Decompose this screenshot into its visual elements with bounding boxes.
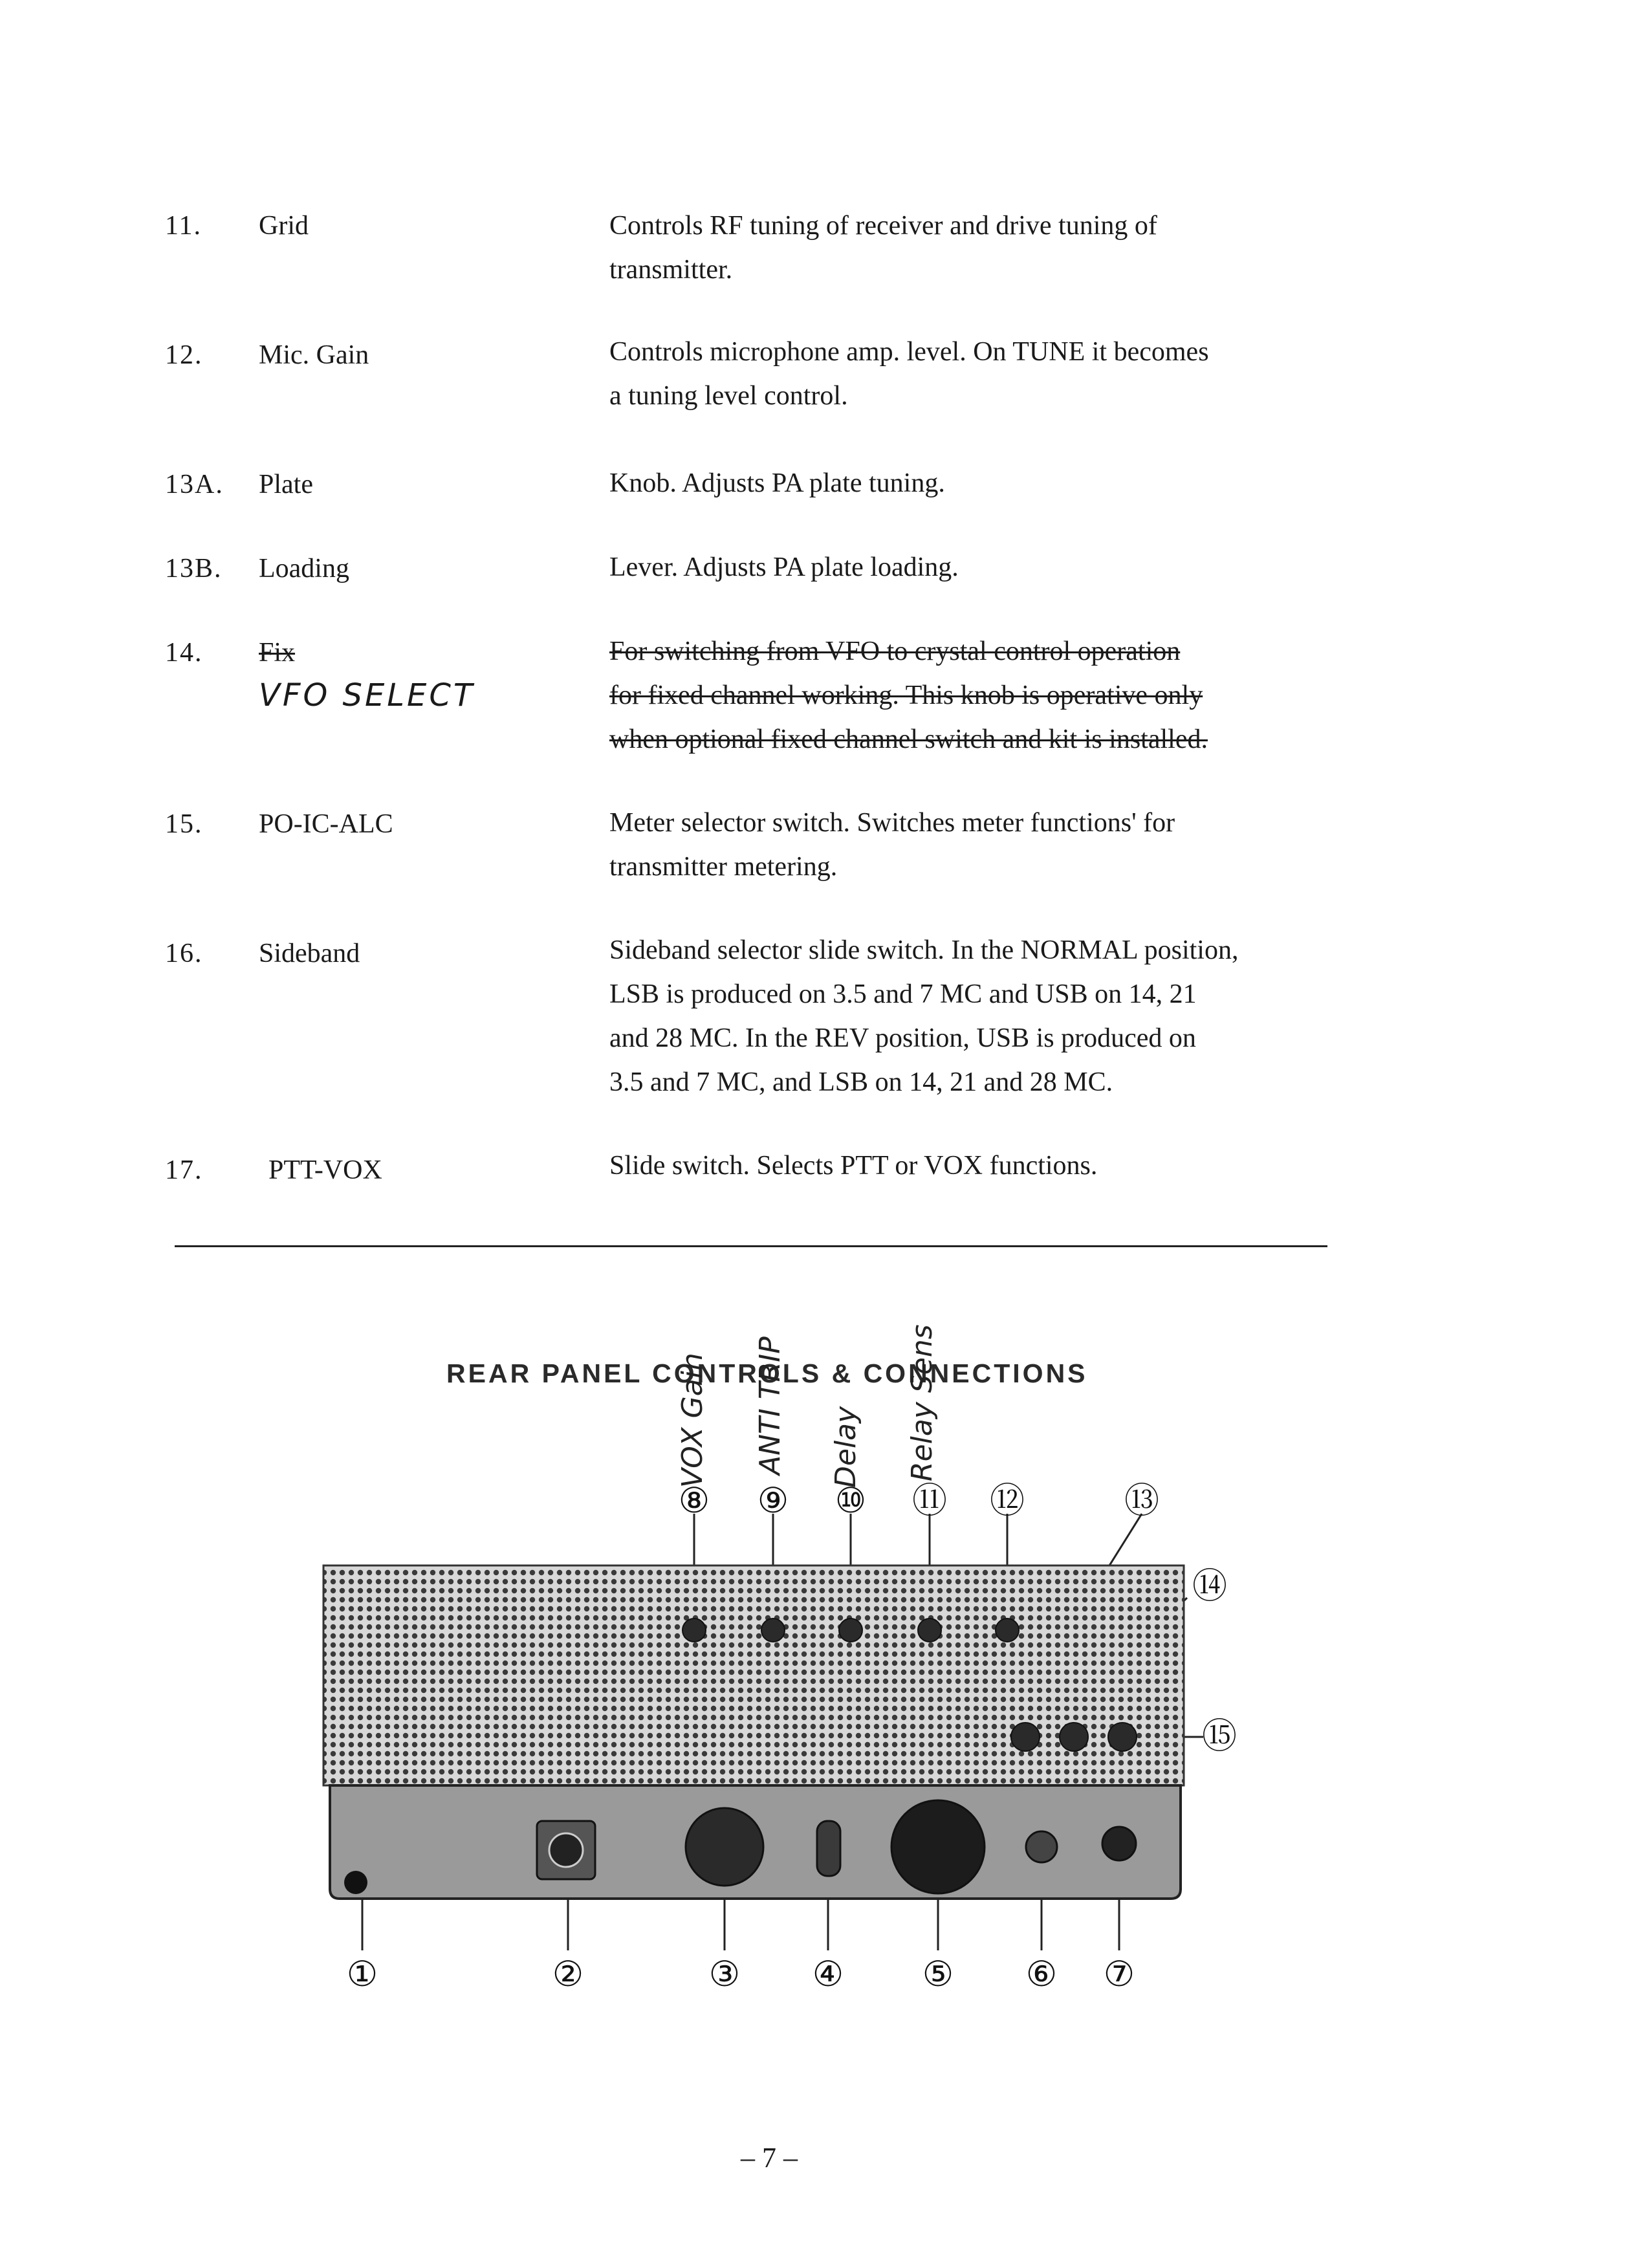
item-description bbox=[609, 545, 1321, 589]
callout-2: ② bbox=[552, 1954, 584, 1994]
item-number: 16. bbox=[165, 939, 203, 968]
item-name: Grid bbox=[259, 211, 309, 241]
item-number: 11. bbox=[165, 211, 202, 241]
item-description bbox=[609, 801, 1321, 889]
item-number: 15. bbox=[165, 809, 203, 839]
callout-10: ⑩ bbox=[834, 1480, 867, 1521]
description-line: Lever. Adjusts PA plate loading. bbox=[609, 552, 959, 582]
callout-3: ③ bbox=[708, 1954, 741, 1994]
perforated-cover bbox=[323, 1565, 1184, 1785]
item-description-struck bbox=[609, 629, 1321, 761]
item-name: Loading bbox=[259, 554, 349, 583]
handwritten-name: VFO SELECT bbox=[259, 677, 475, 714]
item-name: PO-IC-ALC bbox=[259, 809, 393, 839]
description-line: a tuning level control. bbox=[609, 381, 848, 411]
callout-5: ⑤ bbox=[922, 1954, 954, 1994]
annotation-relay-sens: Relay Sens bbox=[906, 1324, 939, 1481]
item-name: Mic. Gain bbox=[259, 340, 369, 370]
item-name-struck: Fix bbox=[259, 638, 296, 668]
page-number: – 7 – bbox=[741, 2142, 798, 2174]
callout-9: ⑨ bbox=[757, 1480, 789, 1521]
description-line: Knob. Adjusts PA plate tuning. bbox=[609, 468, 945, 498]
callout-11: ⑪ bbox=[912, 1480, 947, 1521]
item-number: 13A. bbox=[165, 470, 224, 499]
annotation-anti-trip: ANTI TRIP bbox=[754, 1336, 787, 1475]
callout-7: ⑦ bbox=[1103, 1954, 1135, 1994]
callout-4: ④ bbox=[812, 1954, 844, 1994]
callout-8: ⑧ bbox=[678, 1480, 710, 1521]
diagram-title: REAR PANEL CONTROLS & CONNECTIONS bbox=[446, 1358, 1088, 1388]
item-description bbox=[609, 928, 1321, 1104]
description-line: Controls microphone amp. level. On TUNE it becomes bbox=[609, 337, 1209, 367]
item-number: 17. bbox=[165, 1155, 203, 1185]
callout-6: ⑥ bbox=[1025, 1954, 1058, 1994]
description-line: 3.5 and 7 MC, and LSB on 14, 21 and 28 MC. bbox=[609, 1067, 1113, 1097]
item-number: 14. bbox=[165, 638, 203, 668]
description-line: and 28 MC. In the REV position, USB is produced on bbox=[609, 1023, 1196, 1053]
item-name: Sideband bbox=[259, 939, 360, 968]
callout-13: ⑬ bbox=[1124, 1480, 1159, 1521]
description-line: LSB is produced on 3.5 and 7 MC and USB on 14, 21 bbox=[609, 979, 1197, 1009]
item-description bbox=[609, 330, 1321, 418]
rear-panel-diagram bbox=[311, 1468, 1242, 2005]
description-line: Slide switch. Selects PTT or VOX functions. bbox=[609, 1151, 1098, 1181]
description-line: when optional fixed channel switch and kit is installed. bbox=[609, 725, 1208, 754]
item-number: 13B. bbox=[165, 554, 223, 583]
description-line: Meter selector switch. Switches meter functions' for bbox=[609, 808, 1175, 838]
section-divider bbox=[175, 1245, 1327, 1247]
callout-1: ① bbox=[346, 1954, 378, 1994]
description-line: Sideband selector slide switch. In the NORMAL position, bbox=[609, 935, 1239, 965]
description-line: transmitter metering. bbox=[609, 852, 838, 882]
annotation-delay: Delay bbox=[829, 1406, 862, 1488]
callout-15: ⑮ bbox=[1202, 1716, 1237, 1756]
annotation-vox-gain: VOX Gain bbox=[676, 1353, 709, 1488]
callout-14: ⑭ bbox=[1192, 1565, 1227, 1606]
description-line: transmitter. bbox=[609, 255, 733, 285]
item-description bbox=[609, 204, 1321, 292]
description-line: for fixed channel working. This knob is operative only bbox=[609, 681, 1203, 710]
item-description bbox=[609, 461, 1321, 505]
item-name: PTT-VOX bbox=[268, 1155, 382, 1185]
item-number: 12. bbox=[165, 340, 203, 370]
description-line: Controls RF tuning of receiver and drive tuning of bbox=[609, 211, 1157, 241]
item-description bbox=[609, 1144, 1321, 1188]
description-line: For switching from VFO to crystal control operation bbox=[609, 637, 1181, 666]
item-name: Plate bbox=[259, 470, 313, 499]
callout-12: ⑫ bbox=[990, 1480, 1025, 1521]
